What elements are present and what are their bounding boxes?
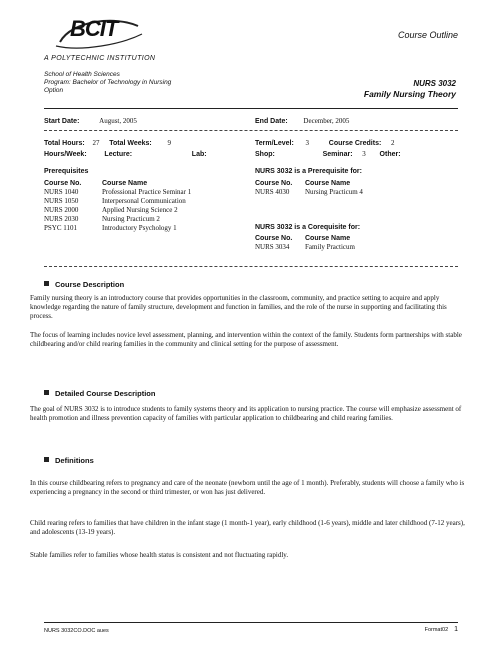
prerequisite-for-table [255,179,363,197]
detailed-description-p1: The goal of NURS 3032 is to introduce students to family systems theory and its application to nursing practice. The course will emphasize assessment of health promotion and illness prevention capacity of families with particular application to childbearing and child rearing families. [30,405,462,422]
table-header [255,179,363,188]
course-no: NURS 2030 [44,215,79,223]
shop-label: Shop: [255,151,275,158]
course-code: NURS 3032 [413,79,456,88]
course-no: NURS 1050 [44,197,79,205]
term-value: 3 [305,139,310,147]
total-hours-label: Total Hours: [44,140,85,147]
school-name: School of Health Sciences [44,71,120,78]
table-header [44,179,191,188]
definition-child-rearing: Child rearing refers to families that have children in the infant stage (1 month-1 year), early childhood (1-6 years), middle and later childhood (7-12 years), and adolescents (13-19 years). [30,519,465,536]
course-no: NURS 4030 [255,188,290,196]
document-type: Course Outline [397,30,458,40]
course-name: Nursing Practicum 2 [102,215,160,223]
bullet-icon [44,281,49,286]
definition-stable-families: Stable families refer to families whose health status is consistent and not fluctuating rapidly. [30,551,289,559]
col-course-name: Course Name [305,180,351,187]
col-course-no: Course No. [255,180,293,187]
course-description-p1: Family nursing theory is an introductory course that provides opportunities in the classroom, community, and practice setting to acquire and apply knowledge regarding the nature of family structure, development and function in families, and the role of the nurse in supporting and facilitating this process. [30,294,447,320]
col-course-no: Course No. [44,180,82,187]
table-header [255,234,355,243]
tagline: A POLYTECHNIC INSTITUTION [44,55,156,62]
header-divider [44,108,458,109]
seminar-label: Seminar: [322,151,353,158]
definitions-heading [44,456,94,465]
course-name: Professional Practice Seminar 1 [102,188,192,196]
term-label: Term/Level: [255,140,294,147]
course-title: Family Nursing Theory [363,89,456,99]
table-row [255,243,355,252]
credits-label: Course Credits: [328,140,382,147]
prereq-divider [44,266,458,267]
section-title: Detailed Course Description [55,389,156,398]
prerequisites-table [44,179,191,233]
table-row [44,224,191,233]
prerequisites-title: Prerequisites [44,168,89,175]
course-no: PSYC 1101 [44,224,78,232]
course-description-p2: The focus of learning includes novice level assessment, planning, and intervention within the context of the family. Students form partnerships with stable childbearing and/or child rearing families in the community and clinical setting for the purpose of assessment. [30,331,462,348]
course-name: Nursing Practicum 4 [305,188,363,196]
lab-label: Lab: [191,151,207,158]
footer-divider [44,622,458,623]
school-info [44,71,171,95]
total-hours-value: 27 [92,139,100,147]
section-title: Course Description [55,280,125,289]
bcit-logo: BCIT [70,16,118,41]
course-name: Interpersonal Communication [102,197,186,205]
detailed-description-heading [44,389,155,398]
end-date-label: End Date: [255,118,288,125]
course-no: NURS 2000 [44,206,79,214]
start-date-label: Start Date: [44,118,80,125]
dates-divider [44,130,458,131]
hours-week-label: Hours/Week: [44,151,87,158]
option-label: Option [44,87,64,94]
col-course-no: Course No. [255,235,293,242]
corequisite-title: NURS 3032 is a Corequisite for: [255,224,361,231]
end-date-value: December, 2005 [303,117,350,125]
col-course-name: Course Name [102,180,148,187]
course-name: Family Practicum [305,243,355,251]
footer-filename: NURS 3032CO.DOC aues [44,628,109,634]
course-description-heading [44,280,124,289]
table-row [255,188,363,197]
course-no: NURS 3034 [255,243,290,251]
credits-value: 2 [391,139,395,147]
total-weeks-label: Total Weeks: [109,140,152,147]
col-course-name: Course Name [305,235,351,242]
table-row [44,197,191,206]
course-name: Applied Nursing Science 2 [102,206,178,214]
hours-week-row [44,150,207,158]
term-row [255,139,395,147]
lecture-label: Lecture: [104,151,133,158]
other-label: Other: [379,151,401,158]
end-date-row [255,117,349,125]
table-row [44,188,191,197]
shop-row [255,150,401,158]
table-row [44,206,191,215]
start-date-value: August, 2005 [99,117,137,125]
seminar-value: 3 [362,150,366,158]
course-no: NURS 1040 [44,188,79,196]
program-name: Program: Bachelor of Technology in Nursing [44,79,172,86]
bullet-icon [44,457,49,462]
section-title: Definitions [55,456,94,465]
total-weeks-value: 9 [167,139,171,147]
total-hours-row [44,139,171,147]
prerequisite-for-title: NURS 3032 is a Prerequisite for: [255,168,362,175]
footer-page-info [425,626,458,633]
bullet-icon [44,390,49,395]
definition-childbearing: In this course childbearing refers to pregnancy and care of the neonate (newborn until the age of 1 month). Preferably, students will choose a family who is experiencing a pregnancy in the second or third trimester, or won has just delivered. [30,479,465,496]
table-row [44,215,191,224]
page-number: 1 [454,626,458,633]
start-date-row [44,117,137,125]
course-name: Introductory Psychology 1 [102,224,177,232]
corequisite-table [255,234,355,252]
footer-format: Format02 [424,627,449,633]
